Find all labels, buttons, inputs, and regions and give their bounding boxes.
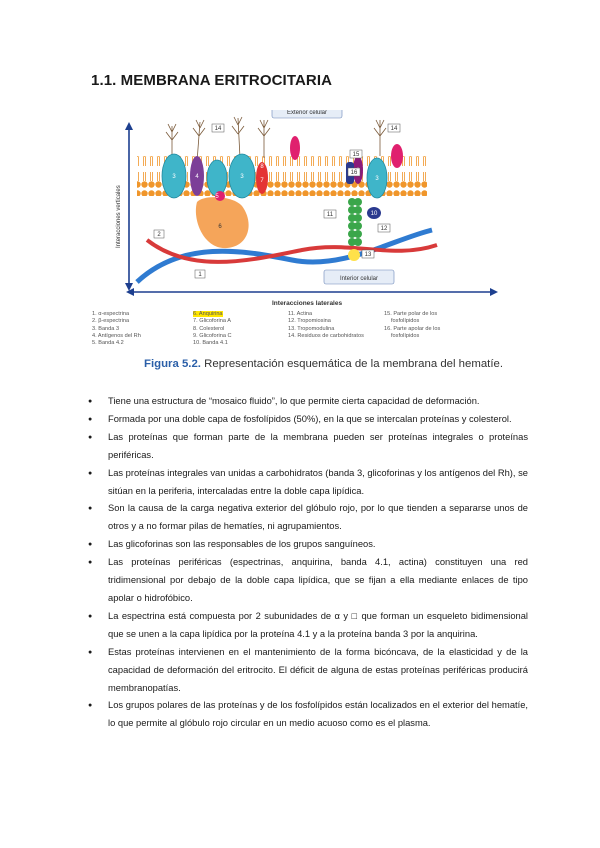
- callout-15: [350, 150, 362, 158]
- bullet-list: [88, 393, 528, 733]
- svg-text:14: 14: [390, 126, 398, 132]
- legend-item: fosfolípidos: [391, 332, 420, 339]
- callout-1: [195, 270, 205, 278]
- legend-item: 11. Actina: [288, 311, 313, 317]
- actin-filament: [348, 198, 362, 246]
- bullet-item: ● La espectrina está compuesta por 2 subunidades de α y □ que forman un esqueleto bidimensional que se unen a la capa lipídica por la proteína 4.1 y a la proteína banda 3 por la anquirina.: [88, 608, 528, 644]
- svg-text:10: 10: [370, 211, 378, 217]
- legend-item: 5. Banda 4.2: [92, 340, 124, 347]
- legend-item: 16. Parte apolar de los: [384, 325, 441, 332]
- svg-text:11: 11: [326, 212, 334, 218]
- svg-text:1: 1: [198, 272, 202, 278]
- legend-item: 4. Antígenos del Rh: [92, 332, 141, 339]
- svg-text:15: 15: [352, 152, 360, 158]
- bullet-item: ● Las glicoforinas son las responsables de los grupos sanguíneos.: [88, 536, 528, 554]
- legend-item: fosfolípidos: [391, 318, 420, 325]
- bullet-item: ● Las proteínas integrales van unidas a carbohidratos (banda 3, glicoforinas y los antígenos del Rh), se sitúan en la periferia, intercaladas entre la doble capa lipídica.: [88, 465, 528, 501]
- caption-label: Figura 5.2.: [144, 358, 201, 370]
- bullet-item: ● Las proteínas que forman parte de la membrana pueden ser proteínas integrales o proteínas periféricas.: [88, 429, 528, 465]
- caption-text: Representación esquemática de la membrana del hematíe.: [200, 358, 504, 370]
- legend-item: 12. Tropomiosina: [288, 318, 331, 325]
- callout-10: [371, 211, 378, 217]
- legend-item: 13. Tropomodulina: [288, 325, 335, 332]
- svg-text:16: 16: [350, 170, 358, 176]
- bullet-item: ● Los grupos polares de las proteínas y de los fosfolípidos están localizados en el exterior del hematíe, lo que permite al glóbulo rojo circular en un medio acuoso como es el plasma.: [88, 697, 528, 733]
- interior-label: Interior celular: [339, 276, 379, 282]
- callout-11: [324, 210, 336, 218]
- callout-12: [378, 224, 390, 232]
- bullet-item: ● Tiene una estructura de “mosaico fluido”, lo que permite cierta capacidad de deformación.: [88, 393, 528, 411]
- svg-text:13: 13: [364, 252, 372, 258]
- page-title: 1.1. MEMBRANA ERITROCITARIA: [91, 72, 333, 89]
- legend-item: 15. Parte polar de los: [384, 311, 438, 317]
- callout-14b: [388, 124, 400, 132]
- legend-item: 7. Glicoforina A: [193, 318, 231, 325]
- legend-item: 3. Banda 3: [92, 325, 120, 332]
- legend-item: 1. α-espectrina: [92, 311, 130, 317]
- bullet-item: ● Las proteínas periféricas (espectrinas, anquirina, banda 4.1, actina) constituyen una red tridimensional por debajo de la doble capa lipídica, que se fijan a ella mediante enlaces de tipo apolar o hidrofóbico.: [88, 554, 528, 608]
- svg-text:7: 7: [260, 178, 264, 184]
- svg-text:3: 3: [375, 176, 379, 182]
- legend-item: 14. Residuos de carbohidratos: [288, 332, 364, 339]
- svg-text:3: 3: [240, 174, 244, 180]
- figure-caption: [144, 358, 503, 370]
- legend-item-highlighted: 6. Anquirina: [193, 311, 223, 317]
- vertical-axis-label: Interacciones verticales: [116, 185, 122, 248]
- legend-item: 8. Colesterol: [193, 325, 225, 332]
- legend-item: 10. Banda 4.1: [193, 340, 228, 347]
- svg-text:12: 12: [380, 226, 388, 232]
- exterior-label: Exterior celular: [286, 110, 328, 116]
- svg-text:4: 4: [195, 174, 199, 180]
- callout-16: [348, 168, 360, 176]
- bullet-item: ● Estas proteínas intervienen en el mantenimiento de la forma bicóncava, de la elasticidad y de la capacidad de deformación del eritrocito. El déficit de alguna de estas proteínas periféricas producirá membranopatías.: [88, 644, 528, 698]
- svg-text:8: 8: [260, 164, 264, 170]
- svg-text:5: 5: [215, 194, 219, 200]
- bullet-item: ● Formada por una doble capa de fosfolípidos (50%), en la que se intercalan proteínas y colesterol.: [88, 411, 528, 429]
- callout-13: [362, 250, 374, 258]
- svg-text:2: 2: [157, 232, 161, 238]
- callout-2: [154, 230, 164, 238]
- callout-14a: [212, 124, 224, 132]
- svg-text:6: 6: [218, 224, 222, 230]
- legend-item: 2. β-espectrina: [92, 318, 130, 325]
- bullet-item: ● Son la causa de la carga negativa exterior del glóbulo rojo, por lo que tienden a separarse unos de otros y a no formar pilas de hematíes, ni agrupamientos.: [88, 500, 528, 536]
- svg-text:14: 14: [214, 126, 222, 132]
- horizontal-axis-label: Interacciones laterales: [272, 300, 343, 307]
- legend-item: 9. Glicoforina C: [193, 332, 232, 339]
- svg-text:3: 3: [172, 174, 176, 180]
